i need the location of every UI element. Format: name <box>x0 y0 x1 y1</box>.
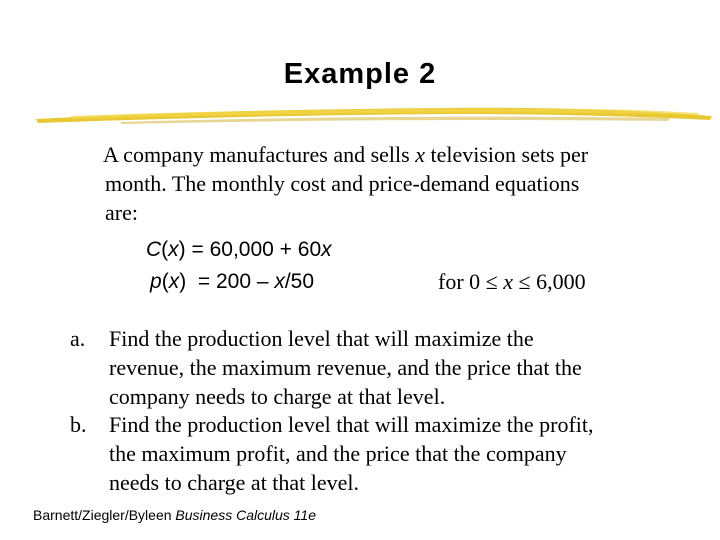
question-b-label: b. <box>70 412 87 437</box>
question-b <box>70 410 650 497</box>
slide-title: Example 2 <box>283 58 437 90</box>
question-b-line: Find the production level that will maximize the profit, <box>109 412 594 437</box>
intro-line-1: A company manufactures and sells x television sets per <box>103 142 589 167</box>
intro-line-2: month. The monthly cost and price-demand equations <box>105 171 580 196</box>
question-a-line: revenue, the maximum revenue, and the price that the <box>109 355 582 380</box>
price-demand-equation: p(x) = 200 – x/50 <box>150 270 315 293</box>
domain-condition: for 0 ≤ x ≤ 6,000 <box>438 269 586 294</box>
intro-line-3: are: <box>105 200 138 225</box>
problem-statement <box>103 140 663 227</box>
title-underline-brushstroke <box>30 100 720 128</box>
question-a-line: company needs to charge at that level. <box>109 384 446 409</box>
footer-book-title: Business Calculus 11e <box>175 507 317 523</box>
question-b-line: the maximum profit, and the price that the company <box>109 441 567 466</box>
question-a-line: Find the production level that will maximize the <box>109 326 534 351</box>
footer-authors: Barnett/Ziegler/Byleen <box>33 507 176 523</box>
question-a-label: a. <box>70 326 86 351</box>
question-b-line: needs to charge at that level. <box>109 470 360 495</box>
question-a <box>70 324 650 411</box>
slide-footer <box>33 507 316 523</box>
cost-equation: C(x) = 60,000 + 60x <box>146 238 332 261</box>
